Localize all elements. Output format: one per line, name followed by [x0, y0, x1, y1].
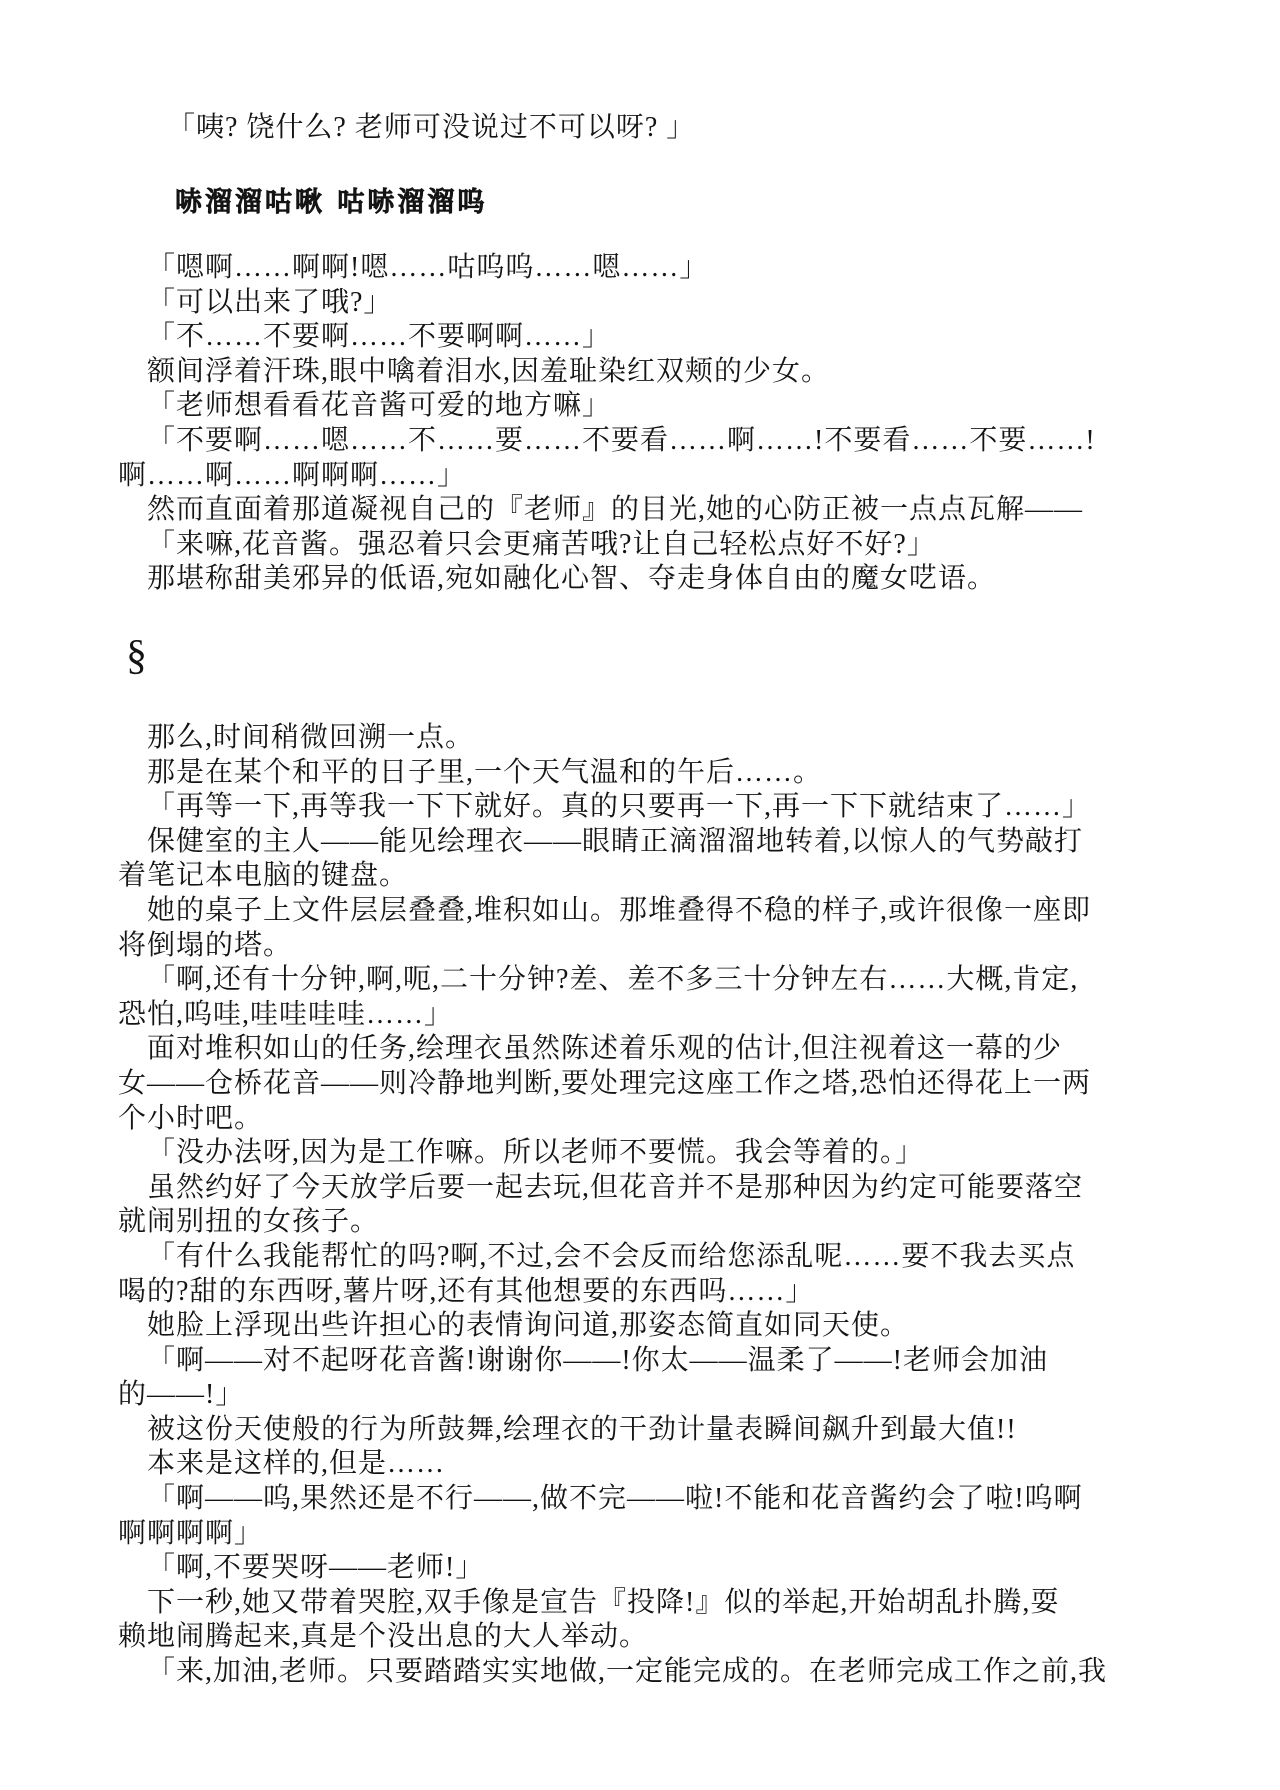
text-line: 「没办法呀,因为是工作嘛。所以老师不要慌。我会等着的。」: [147, 1137, 925, 1169]
text-line: 啊……啊……啊啊啊……」: [118, 459, 467, 491]
text-line: 面对堆积如山的任务,绘理衣虽然陈述着乐观的估计,但注视着这一幕的少: [147, 1033, 1063, 1065]
text-line: 被这份天使般的行为所鼓舞,绘理衣的干劲计量表瞬间飙升到最大值!!: [147, 1413, 1017, 1445]
text-line: 「再等一下,再等我一下下就好。真的只要再一下,再一下下就结束了……」: [147, 791, 1092, 823]
text-line: 啊啊啊啊」: [118, 1517, 264, 1549]
text-line: 个小时吧。: [118, 1102, 264, 1134]
text-line: 「啊,还有十分钟,啊,呃,二十分钟?差、差不多三十分钟左右……大概,肯定,: [147, 964, 1079, 996]
opening-dialogue-line: 「咦? 饶什么? 老师可没说过不可以呀? 」: [167, 112, 696, 143]
text-line: 「啊——对不起呀花音酱!谢谢你——!你太——温柔了——!老师会加油: [147, 1344, 1048, 1376]
text-line: 「不……不要啊……不要啊啊……」: [147, 321, 612, 353]
text-line: 本来是这样的,但是……: [147, 1448, 446, 1480]
text-line: 虽然约好了今天放学后要一起去玩,但花音并不是那种因为约定可能要落空: [147, 1171, 1084, 1203]
text-line: 就闹别扭的女孩子。: [118, 1206, 380, 1238]
text-line: 的——!」: [118, 1379, 245, 1411]
text-line: 恐怕,呜哇,哇哇哇哇……」: [118, 998, 454, 1030]
text-line: 喝的?甜的东西呀,薯片呀,还有其他想要的东西吗……」: [118, 1275, 815, 1307]
text-line: 她的桌子上文件层层叠叠,堆积如山。那堆叠得不稳的样子,或许很像一座即: [147, 894, 1092, 926]
text-line: 「啊,不要哭呀——老师!」: [147, 1552, 485, 1584]
text-line: 「不要啊……嗯……不……要……不要看……啊……!不要看……不要……!: [147, 424, 1096, 456]
text-block-scene1: [118, 251, 1162, 597]
text-line: 下一秒,她又带着哭腔,双手像是宣告『投降!』似的举起,开始胡乱扑腾,耍: [147, 1586, 1060, 1618]
text-line: 「啊——呜,果然还是不行——,做不完——啦!不能和花音酱约会了啦!呜啊: [147, 1483, 1083, 1515]
text-line: 那么,时间稍微回溯一点。: [147, 722, 475, 753]
text-line: 「老师想看看花音酱可爱的地方嘛」: [147, 390, 612, 422]
sound-effect-line: 哧溜溜咕啾 咕哧溜溜呜: [175, 187, 488, 218]
text-line: 那是在某个和平的日子里,一个天气温和的午后……。: [147, 756, 823, 788]
text-line: 「来,加油,老师。只要踏踏实实地做,一定能完成的。在老师完成工作之前,我: [147, 1656, 1108, 1688]
section-break-mark: §: [126, 633, 147, 679]
text-line: 那堪称甜美邪异的低语,宛如融化心智、夺走身体自由的魔女呓语。: [147, 563, 997, 595]
text-line: 她脸上浮现出些许担心的表情询问道,那姿态简直如同天使。: [147, 1310, 910, 1342]
text-line: 「来嘛,花音酱。强忍着只会更痛苦哦?让自己轻松点好不好?」: [147, 528, 936, 560]
text-line: 赖地闹腾起来,真是个没出息的大人举动。: [118, 1621, 649, 1653]
text-line: 将倒塌的塔。: [118, 929, 293, 961]
text-line: 然而直面着那道凝视自己的『老师』的目光,她的心防正被一点点瓦解——: [147, 494, 1084, 526]
text-line: 「嗯啊……啊啊!嗯……咕呜呜……嗯……」: [147, 252, 709, 283]
text-block-scene2: [118, 721, 1162, 1690]
text-line: 「可以出来了哦?」: [147, 286, 393, 318]
text-line: 女——仓桥花音——则冷静地判断,要处理完这座工作之塔,恐怕还得花上一两: [118, 1067, 1092, 1099]
text-line: 「有什么我能帮忙的吗?啊,不过,会不会反而给您添乱呢……要不我去买点: [147, 1240, 1076, 1272]
text-line: 着笔记本电脑的键盘。: [118, 860, 409, 892]
text-line: 额间浮着汗珠,眼中噙着泪水,因羞耻染红双颊的少女。: [147, 355, 831, 387]
text-line: 保健室的主人——能见绘理衣——眼睛正滴溜溜地转着,以惊人的气势敲打: [147, 825, 1084, 857]
